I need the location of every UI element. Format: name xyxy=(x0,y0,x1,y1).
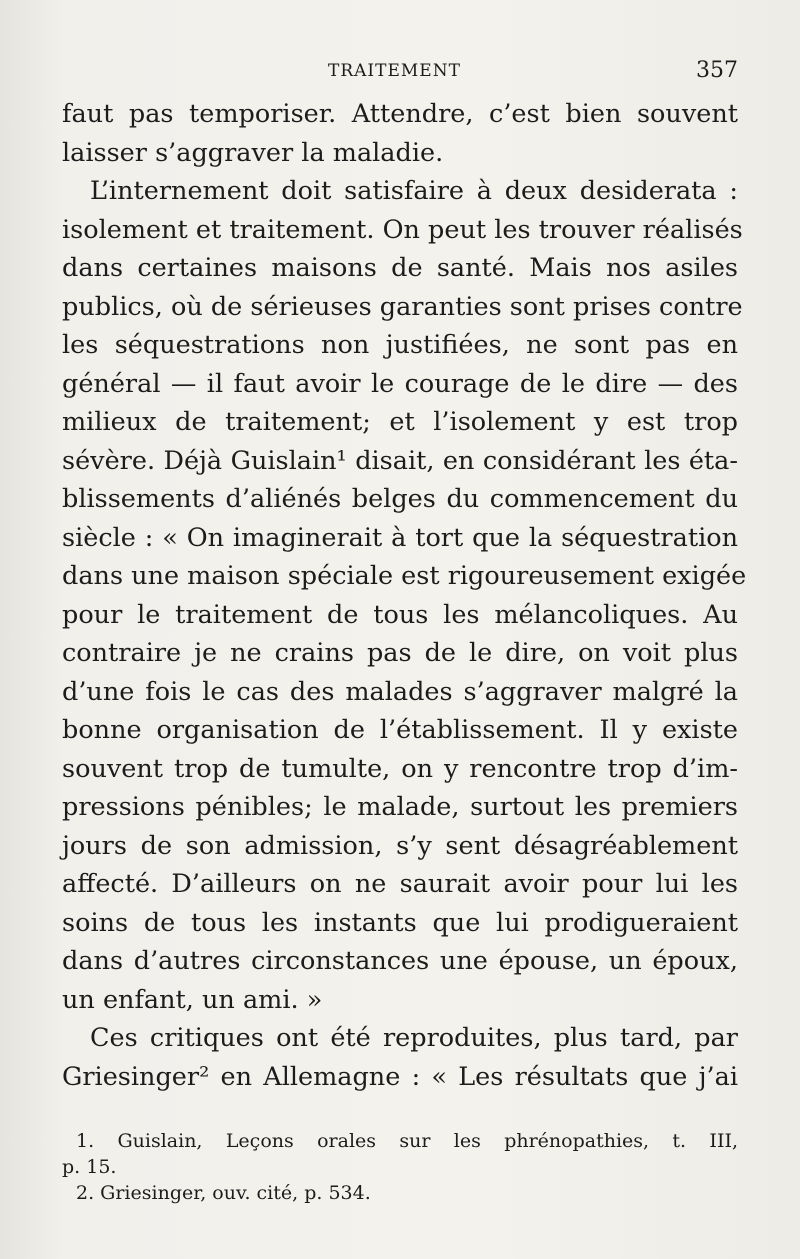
text-line: milieux de traitement; et l’isolement y est trop xyxy=(62,407,738,437)
text-line: bonne organisation de l’établissement. Il y existe xyxy=(62,715,738,745)
footnote-line: p. 15. xyxy=(62,1156,117,1178)
text-line: dans d’autres circonstances une épouse, un époux, xyxy=(62,946,738,976)
text-line: les séquestrations non justifiées, ne sont pas en xyxy=(62,330,738,360)
text-line: général — il faut avoir le courage de le dire — des xyxy=(62,368,738,399)
page-number: 357 xyxy=(696,58,738,83)
text-line: Griesinger² en Allemagne : « Les résultats que j’ai xyxy=(62,1061,738,1092)
text-line: jours de son admission, s’y sent désagréablement xyxy=(62,830,738,861)
text-line: dans certaines maisons de santé. Mais nos asiles xyxy=(62,253,738,283)
text-line: soins de tous les instants que lui prodigueraient xyxy=(62,907,738,938)
text-line: faut pas temporiser. Attendre, c’est bien souvent xyxy=(62,99,738,129)
text-line: d’une fois le cas des malades s’aggraver malgré la xyxy=(62,676,738,707)
text-line: blissements d’aliénés belges du commencement du xyxy=(62,484,738,514)
text-line: sévère. Déjà Guislain¹ disait, en considérant les éta- xyxy=(62,445,738,476)
text-line: laisser s’aggraver la maladie. xyxy=(62,137,444,168)
text-line: un enfant, un ami. » xyxy=(62,984,323,1015)
text-line: souvent trop de tumulte, on y rencontre trop d’im- xyxy=(62,753,738,784)
text-line: Ces critiques ont été reproduites, plus tard, par xyxy=(90,1023,738,1053)
footnote-line: 1. Guislain, Leçons orales sur les phrénopathies, t. III, xyxy=(76,1130,738,1152)
text-line: dans une maison spéciale est rigoureusement exigée xyxy=(62,561,747,591)
running-head xyxy=(62,57,738,85)
text-line: L’internement doit satisfaire à deux desiderata : xyxy=(90,176,738,206)
text-line: contraire je ne crains pas de le dire, on voit plus xyxy=(62,638,738,668)
running-title: TRAITEMENT xyxy=(328,61,461,81)
text-line: siècle : « On imaginerait à tort que la séquestration xyxy=(62,522,738,553)
text-line: publics, où de sérieuses garanties sont prises contre xyxy=(62,291,743,322)
body-text xyxy=(62,95,747,1096)
text-line: pour le traitement de tous les mélancoliques. Au xyxy=(62,599,738,630)
text-line: pressions pénibles; le malade, surtout les premiers xyxy=(62,792,738,822)
text-line: affecté. D’ailleurs on ne saurait avoir pour lui les xyxy=(62,869,738,899)
text-line: isolement et traitement. On peut les trouver réalisés xyxy=(62,214,743,245)
footnote-line: 2. Griesinger, ouv. cité, p. 534. xyxy=(76,1182,371,1204)
footnotes xyxy=(62,1128,738,1206)
